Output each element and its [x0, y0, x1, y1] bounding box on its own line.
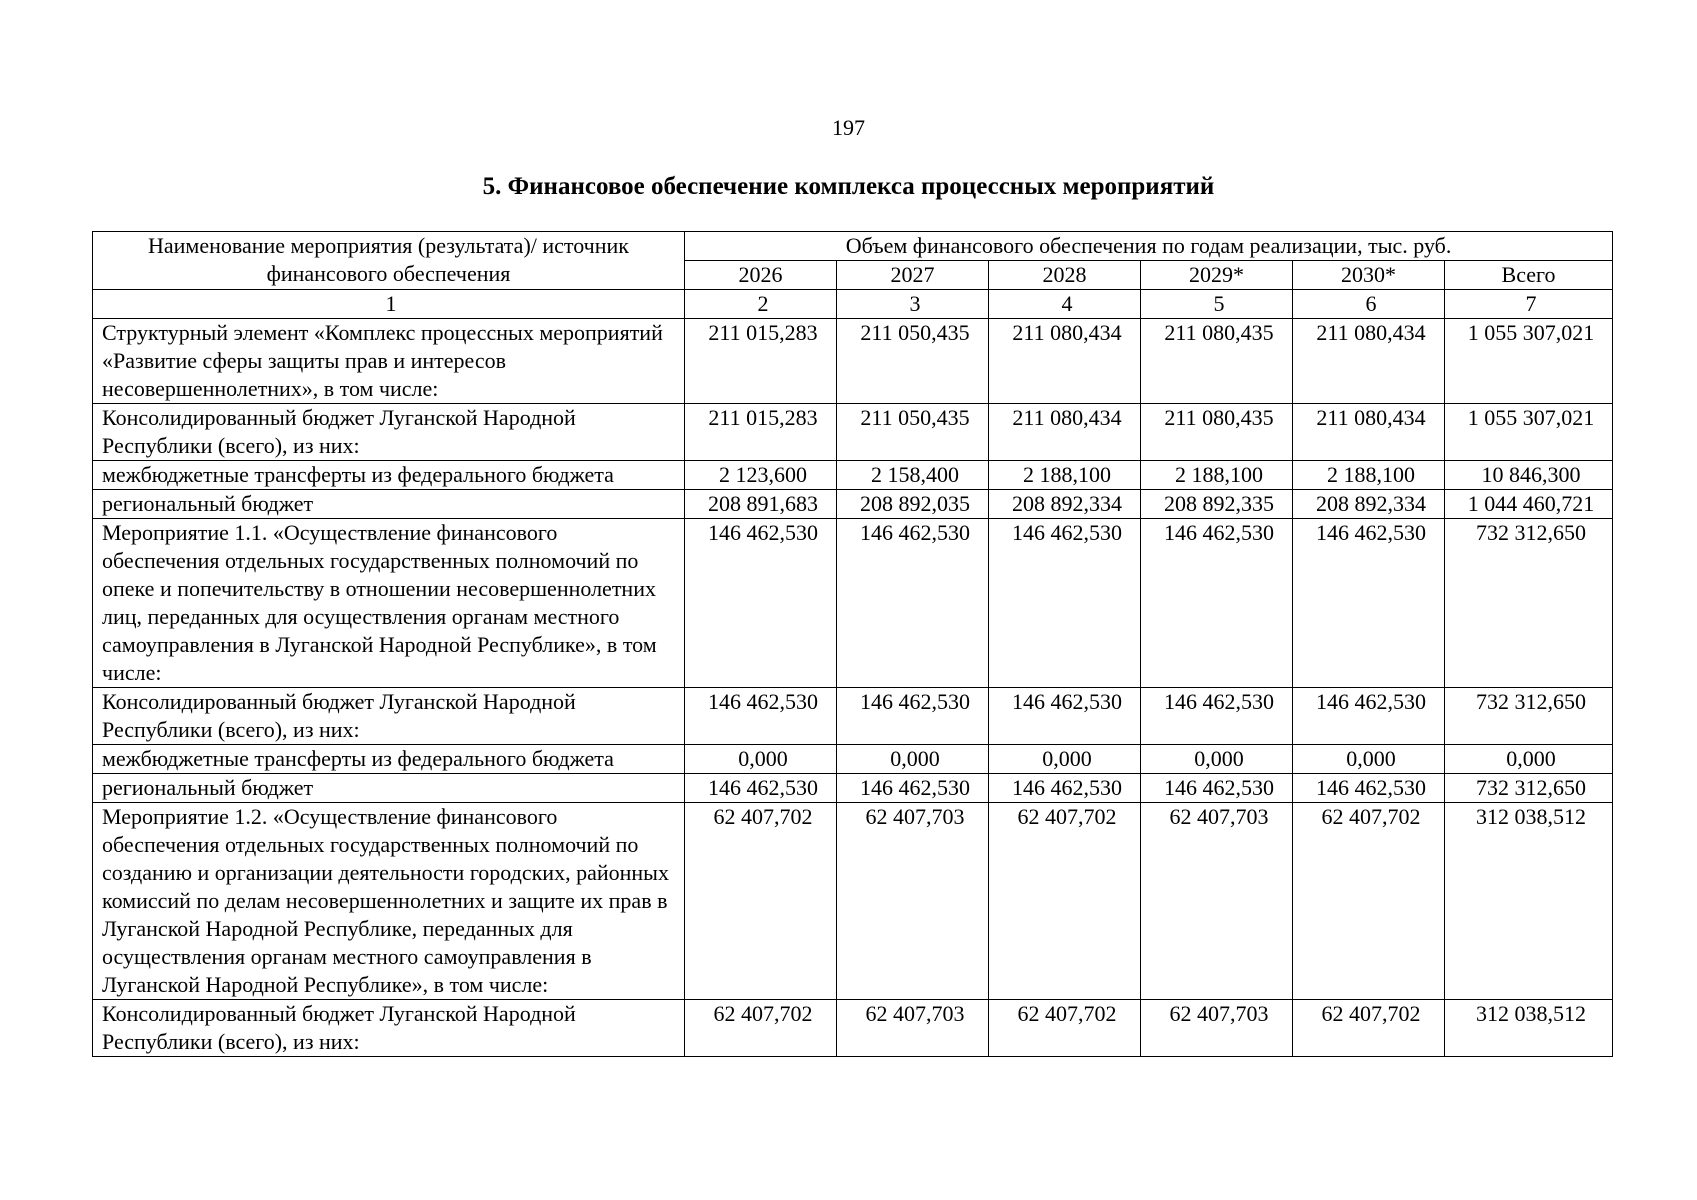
header-year: 2029* — [1141, 261, 1293, 290]
table-row — [93, 519, 1613, 688]
row-value: 146 462,530 — [989, 519, 1141, 688]
table-row — [93, 319, 1613, 404]
column-number: 7 — [1445, 290, 1613, 319]
row-value: 2 188,100 — [1293, 461, 1445, 490]
row-name: региональный бюджет — [93, 774, 685, 803]
row-value: 211 015,283 — [685, 319, 837, 404]
row-name: Структурный элемент «Комплекс процессных мероприятий «Развитие сферы защиты прав и интересов несовершеннолетних», в том числе: — [93, 319, 685, 404]
row-name: Консолидированный бюджет Луганской Народной Республики (всего), из них: — [93, 1000, 685, 1057]
table-row — [93, 745, 1613, 774]
table-row — [93, 404, 1613, 461]
header-year: 2026 — [685, 261, 837, 290]
row-value: 211 080,434 — [1293, 319, 1445, 404]
table-row — [93, 803, 1613, 1000]
row-name: Мероприятие 1.2. «Осуществление финансового обеспечения отдельных государственных полномочий по созданию и организации деятельности городских, районных комиссий по делам несовершеннолетних и защите их прав в Луганской Народной Республике, переданных для осуществления органам местного самоуправления в Луганской Народной Республике», в том числе: — [93, 803, 685, 1000]
row-value: 211 050,435 — [837, 319, 989, 404]
row-value: 146 462,530 — [1141, 774, 1293, 803]
row-value: 146 462,530 — [989, 774, 1141, 803]
row-total: 10 846,300 — [1445, 461, 1613, 490]
financing-table — [92, 231, 1613, 1057]
row-value: 146 462,530 — [1293, 519, 1445, 688]
row-total: 732 312,650 — [1445, 774, 1613, 803]
row-value: 208 892,335 — [1141, 490, 1293, 519]
section-title: 5. Финансовое обеспечение комплекса процессных мероприятий — [482, 173, 1215, 200]
row-value: 62 407,702 — [989, 1000, 1141, 1057]
table-row — [93, 490, 1613, 519]
row-value: 211 015,283 — [685, 404, 837, 461]
table-row — [93, 461, 1613, 490]
row-value: 146 462,530 — [1141, 519, 1293, 688]
column-number: 1 — [93, 290, 685, 319]
row-value: 2 123,600 — [685, 461, 837, 490]
row-value: 146 462,530 — [837, 774, 989, 803]
row-total: 732 312,650 — [1445, 688, 1613, 745]
row-value: 0,000 — [1293, 745, 1445, 774]
row-value: 146 462,530 — [685, 519, 837, 688]
header-year: 2027 — [837, 261, 989, 290]
row-name: Мероприятие 1.1. «Осуществление финансового обеспечения отдельных государственных полномочий по опеке и попечительству в отношении несовершеннолетних лиц, переданных для осуществления органам местного самоуправления в Луганской Народной Республике», в том числе: — [93, 519, 685, 688]
row-value: 2 188,100 — [1141, 461, 1293, 490]
row-value: 0,000 — [1141, 745, 1293, 774]
row-value: 0,000 — [989, 745, 1141, 774]
row-value: 146 462,530 — [685, 688, 837, 745]
row-value: 2 158,400 — [837, 461, 989, 490]
row-value: 211 080,435 — [1141, 404, 1293, 461]
table-row — [93, 774, 1613, 803]
row-value: 211 080,434 — [989, 319, 1141, 404]
row-value: 146 462,530 — [685, 774, 837, 803]
row-value: 146 462,530 — [837, 519, 989, 688]
row-total: 312 038,512 — [1445, 1000, 1613, 1057]
column-number: 6 — [1293, 290, 1445, 319]
row-name: региональный бюджет — [93, 490, 685, 519]
header-name-cell: Наименование мероприятия (результата)/ источник финансового обеспечения — [93, 232, 685, 290]
table-row — [93, 688, 1613, 745]
row-name: Консолидированный бюджет Луганской Народной Республики (всего), из них: — [93, 688, 685, 745]
header-year: 2030* — [1293, 261, 1445, 290]
row-value: 62 407,703 — [837, 803, 989, 1000]
row-value: 0,000 — [685, 745, 837, 774]
row-value: 208 892,334 — [989, 490, 1141, 519]
table-row — [93, 1000, 1613, 1057]
row-total: 312 038,512 — [1445, 803, 1613, 1000]
row-total: 1 044 460,721 — [1445, 490, 1613, 519]
row-value: 62 407,702 — [1293, 1000, 1445, 1057]
header-row-main — [93, 232, 1613, 261]
row-value: 146 462,530 — [1293, 688, 1445, 745]
row-value: 62 407,703 — [1141, 1000, 1293, 1057]
column-number: 2 — [685, 290, 837, 319]
row-value: 62 407,702 — [685, 1000, 837, 1057]
row-name: межбюджетные трансферты из федерального бюджета — [93, 461, 685, 490]
row-total: 1 055 307,021 — [1445, 319, 1613, 404]
column-number: 4 — [989, 290, 1141, 319]
row-value: 0,000 — [837, 745, 989, 774]
row-value: 146 462,530 — [989, 688, 1141, 745]
row-value: 211 050,435 — [837, 404, 989, 461]
row-value: 146 462,530 — [1293, 774, 1445, 803]
row-value: 62 407,702 — [989, 803, 1141, 1000]
row-value: 62 407,703 — [1141, 803, 1293, 1000]
row-value: 2 188,100 — [989, 461, 1141, 490]
row-value: 208 892,035 — [837, 490, 989, 519]
header-total: Всего — [1445, 261, 1613, 290]
page-number: 197 — [832, 115, 865, 140]
row-value: 62 407,702 — [1293, 803, 1445, 1000]
row-value: 146 462,530 — [1141, 688, 1293, 745]
column-number: 3 — [837, 290, 989, 319]
row-name: межбюджетные трансферты из федерального бюджета — [93, 745, 685, 774]
row-name: Консолидированный бюджет Луганской Народной Республики (всего), из них: — [93, 404, 685, 461]
row-value: 146 462,530 — [837, 688, 989, 745]
row-value: 62 407,703 — [837, 1000, 989, 1057]
row-total: 0,000 — [1445, 745, 1613, 774]
row-total: 732 312,650 — [1445, 519, 1613, 688]
header-row-numbers — [93, 290, 1613, 319]
row-value: 211 080,434 — [989, 404, 1141, 461]
row-value: 62 407,702 — [685, 803, 837, 1000]
row-total: 1 055 307,021 — [1445, 404, 1613, 461]
row-value: 208 892,334 — [1293, 490, 1445, 519]
row-value: 211 080,434 — [1293, 404, 1445, 461]
row-value: 208 891,683 — [685, 490, 837, 519]
column-number: 5 — [1141, 290, 1293, 319]
row-value: 211 080,435 — [1141, 319, 1293, 404]
header-year: 2028 — [989, 261, 1141, 290]
header-volume-cell: Объем финансового обеспечения по годам реализации, тыс. руб. — [685, 232, 1613, 261]
